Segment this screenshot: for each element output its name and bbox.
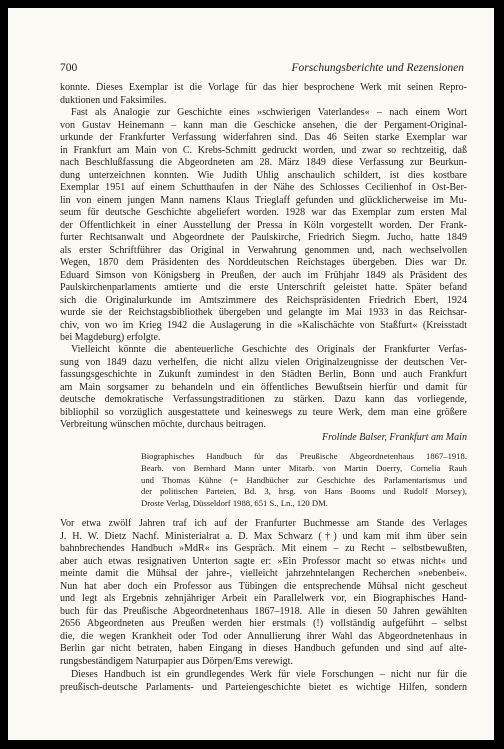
review-signature: Frolinde Balser, Frankfurt am Main (321, 431, 467, 443)
text-line: und legt als Ergebnis zehnjähriger Arbeit ein Parallelwerk vor, ein Biographisches Hand- (60, 593, 467, 605)
text-line: von Gustav Heinemann – kann man die Geschicke ansehen, die der Pergament-Original- (60, 119, 467, 131)
text-line: furter Rechtsanwalt und Abgeordnete der Paulskirche, Friedrich Siegm. Jucho, hatte 1849 (60, 232, 467, 244)
paragraph-review-assessment (60, 669, 467, 694)
text-line: die, die wegen Krankheit oder Tod oder Annullierung ihrer Wahl das Abgeordnetenhaus in (60, 630, 467, 642)
text-line: rungsbeständigem Naturpapier aus Dörpen/Ems verewigt. (60, 655, 293, 667)
paragraph-review-intro (60, 518, 467, 668)
text-line: duktionen und Faksimiles. (60, 94, 167, 106)
text-line: chiv, von wo im Krieg 1942 die Auslagerung in die »Kalischächte von Staßfurt« (Kreisstadt (60, 319, 467, 331)
text-line: der Öffentlichkeit in einer Ausstellung der Pressa in Köln vorgestellt worden. Der Frank- (60, 219, 467, 231)
text-line: bei Magdeburg) erfolgte. (60, 332, 161, 344)
text-line: fassungsgeschichte in Zukunft zumindest in den Städten Berlin, Bonn und auch Frankfurt (60, 369, 467, 381)
paragraph-constitution-history (60, 107, 467, 345)
text-line: deutsche demokratische Verfassungstraditionen zu stärken. Dazu kann das vorliegende, (60, 394, 467, 406)
text-line: Eduard Simson von Königsberg in Preußen, der auch im Frühjahr 1849 als Präsident des (60, 269, 467, 281)
text-line: bibliophil so vorzüglich ausgestattete und keineswegs zu teure Werk, dem man eine größere (60, 406, 467, 418)
text-line: Vor etwa zwölf Jahren traf ich auf der Franfurter Buchmesse am Stande des Verlages (60, 518, 467, 529)
text-line: sich die Originalurkunde im Amtszimmere des Reichspräsidenten Friedrich Ebert, 1924 (60, 294, 467, 306)
text-line: Wegen, 1870 dem Präsidenten des Norddeutschen Reichstages übergeben. Dies war Dr. (60, 257, 467, 269)
text-line: als erster Schriftführer das Original in Verwahrung genommen und, nach wechselvollen (60, 244, 467, 256)
text-line: lin von einem jungen Mann namens Klaus Trieglaff gefunden und glücklicherweise im Mu- (60, 194, 467, 206)
text-line: Vielleicht könnte die abenteuerliche Geschichte des Originals der Frankfurter Verfas- (71, 344, 467, 355)
text-line: nach Beschlußfassung die Abgeordneten am 28. März 1849 diese Verfassung zur Beurkun- (60, 157, 467, 169)
text-line: preußisch-deutsche Parlaments- und Parteiengeschichte bietet es wichtige Hilfen, sondern (60, 681, 467, 693)
paragraph-conclusion (60, 344, 467, 444)
reference-line: der politischen Parteien, Bd. 3, hrsg. von Hans Booms und Rudolf Morsey), (141, 486, 467, 497)
text-line: am Main sorgsamer zu behandeln und ein öffentliches Bewußtsein hierfür und damit für (60, 381, 467, 393)
text-line: Exemplar 1951 auf einem Schutthaufen in der Nähe des Schlosses Cecilienhof in Ost-Ber- (60, 182, 467, 194)
page-number: 700 (60, 62, 78, 74)
text-line: Verbreitung wünschen möchte, durchaus beitragen. (60, 419, 266, 431)
reference-line: Bearb. von Bernhard Mann unter Mitarb. von Martin Doerry, Cornelia Rauh (141, 462, 467, 473)
text-line: 2656 Abgeordneten aus Preußen werden hier erstmals (!) vollständig aufgeführt – selbst (60, 618, 467, 630)
text-line: aber auch etwas resignativen Unterton sagte er: »Ein Professor macht so etwas nicht« und (60, 555, 467, 567)
text-line: wurde sie der Reichstagsbibliothek übergeben und gelangte im Mai 1933 in das Reichsar- (60, 307, 467, 319)
text-line: seum für deutsche Geschichte abgeliefert worden. 1928 war das Exemplar zum ersten Mal (60, 207, 467, 219)
text-line: Dieses Handbuch ist ein grundlegendes Werk für viele Forschungen – nicht nur für die (71, 669, 467, 680)
reference-line: Biographisches Handbuch für das Preußische Abgeordnetenhaus 1867–1918. (141, 451, 467, 461)
reference-line: Droste Verlag, Düsseldorf 1988, 651 S., Ln., 120 DM. (141, 498, 328, 509)
text-line: meinte damit die Mühsal der jahre-, vielleicht jahrzehntelangen Recherchen »nebenbei«. (60, 568, 467, 580)
text-line: Nun hat aber doch ein Professor aus Tübingen die entsprechende Mühsal nicht gescheut (60, 580, 467, 592)
text-line: Berlin gar nicht betraten, haben Eingang in dieses Handbuch gefunden und sind auf alte- (60, 643, 467, 655)
text-line: konnte. Dieses Exemplar ist die Vorlage für das hier besprochene Werk mit seinen Repro- (60, 82, 467, 93)
text-line: Fast als Analogie zur Geschichte eines »schwierigen Vaterlandes« – nach einem Wort (71, 107, 467, 118)
book-reference (141, 451, 467, 510)
paragraph-continuation (60, 82, 467, 107)
text-line: Paulskirchenparlaments amtierte und die erste Unterschrift geleistet hatte. Später befand (60, 282, 467, 294)
text-line: urkunde der Frankfurter Verfassung widerfahren sind. Das 46 Seiten starke Exemplar war (60, 132, 467, 144)
text-line: in Frankfurt am Main von C. Krebs-Schmitt gedruckt worden, und zwar so rechtzeitig, daß (60, 144, 467, 156)
text-line: sung von 1849 dazu verhelfen, die nicht allzu vielen Originalzeugnisse der deutschen Ver- (60, 356, 467, 368)
text-line: J. H. W. Dietz Nachf. Ministerialrat a. D. Max Schwarz (†) und kam mit ihm über sein (60, 530, 467, 542)
book-page (8, 8, 494, 740)
text-line: dung unterzeichnen konnten. Wie Judith Uhlig anschaulich schildert, ist dies kostbare (60, 169, 467, 181)
text-line: buch für das Preußische Abgeordnetenhaus 1867–1918. Alle in diesen 50 Jahren gewählten (60, 605, 467, 617)
text-line: bahnbrechendes Handbuch »MdR« ins Gespräch. Mit einem – zu Recht – selbstbewußten, (60, 543, 467, 555)
running-title: Forschungsberichte und Rezensionen (291, 62, 464, 74)
reference-line: und Thomas Kühne (= Handbücher zur Geschichte des Parlamentarismus und (141, 474, 467, 485)
